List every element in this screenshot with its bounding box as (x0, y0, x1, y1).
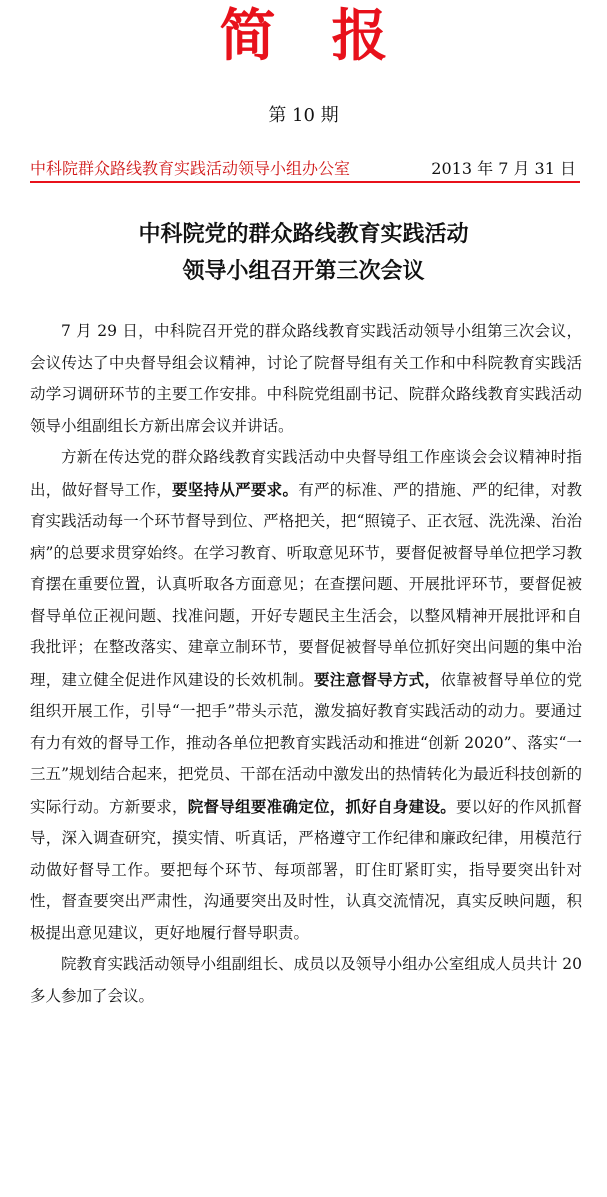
p2-text-e: 依靠被督导单位的党组织开展工作，引导“一把手”带头示范，激发搞好教育实践活动的动力。要通过有力有效的督导工作，推动各单位把教育实践活动和推进“创新 2020”、落实“一三五”规划结合起来，把党员、干部在活动中激发出的热情转化为最近科技创新的实际行动。方新要求， (30, 670, 582, 816)
article-body (30, 316, 582, 1012)
issuing-office: 中科院群众路线教育实践活动领导小组办公室 (30, 159, 351, 178)
article-title (0, 216, 607, 290)
issue-date: 2013 年 7 月 31 日 (431, 159, 576, 178)
p2-text-a: 方新在传达党的群众路线教育实践活动中央督导组工作座谈会会议精神时指出，做好督导工作， (30, 448, 582, 499)
p2-emphasis-method: 要注意督导方式， (314, 669, 441, 689)
issue-number: 第 10 期 (268, 105, 339, 126)
paragraph-2 (30, 442, 582, 949)
p2-text-c: 有严的标准、严的措施、严的纪律，对教育实践活动每一个环节督导到位、严格把关，把“照镜子、正衣冠、洗洗澡、治治病”的总要求贯穿始终。在学习教育、听取意见环节，要督促被督导单位把学习教育摆在重要位置，认真听取各方面意见；在查摆问题、开展批评环节，要督促被督导单位正视问题、找准问题，开好专题民主生活会，以整风精神开展批评和自我批评；在整改落实、建章立制环节，要督促被督导单位抓好突出问题的集中治理，建立健全促进作风建设的长效机制。 (30, 480, 582, 689)
p2-emphasis-strict: 要坚持从严要求。 (172, 479, 299, 499)
p2-text-g: 要以好的作风抓督导，深入调查研究，摸实情、听真话，严格遵守工作纪律和廉政纪律，用模范行动做好督导工作。要把每个环节、每项部署，盯住盯紧盯实，指导要突出针对性，督查要突出严肃性，沟通要突出及时性，认真交流情况，真实反映问题，积极提出意见建议，更好地履行督导职责。 (30, 797, 582, 942)
issuer-line (30, 156, 580, 182)
paragraph-3: 院教育实践活动领导小组副组长、成员以及领导小组办公室组成人员共计 20 多人参加了会议。 (30, 955, 582, 1005)
masthead-title: 简报 (219, 4, 444, 69)
paragraph-1: 7 月 29 日，中科院召开党的群众路线教育实践活动领导小组第三次会议，会议传达了中央督导组会议精神，讨论了院督导组有关工作和中科院教育实践活动学习调研环节的主要工作安排。中科院党组副书记、院群众路线教育实践活动领导小组副组长方新出席会议并讲话。 (30, 322, 582, 435)
p2-emphasis-position: 院督导组要准确定位，抓好自身建设。 (187, 796, 457, 816)
article-title-line-1: 中科院党的群众路线教育实践活动 (138, 222, 469, 247)
article-title-line-2: 领导小组召开第三次会议 (182, 259, 425, 284)
header-divider (30, 181, 580, 183)
